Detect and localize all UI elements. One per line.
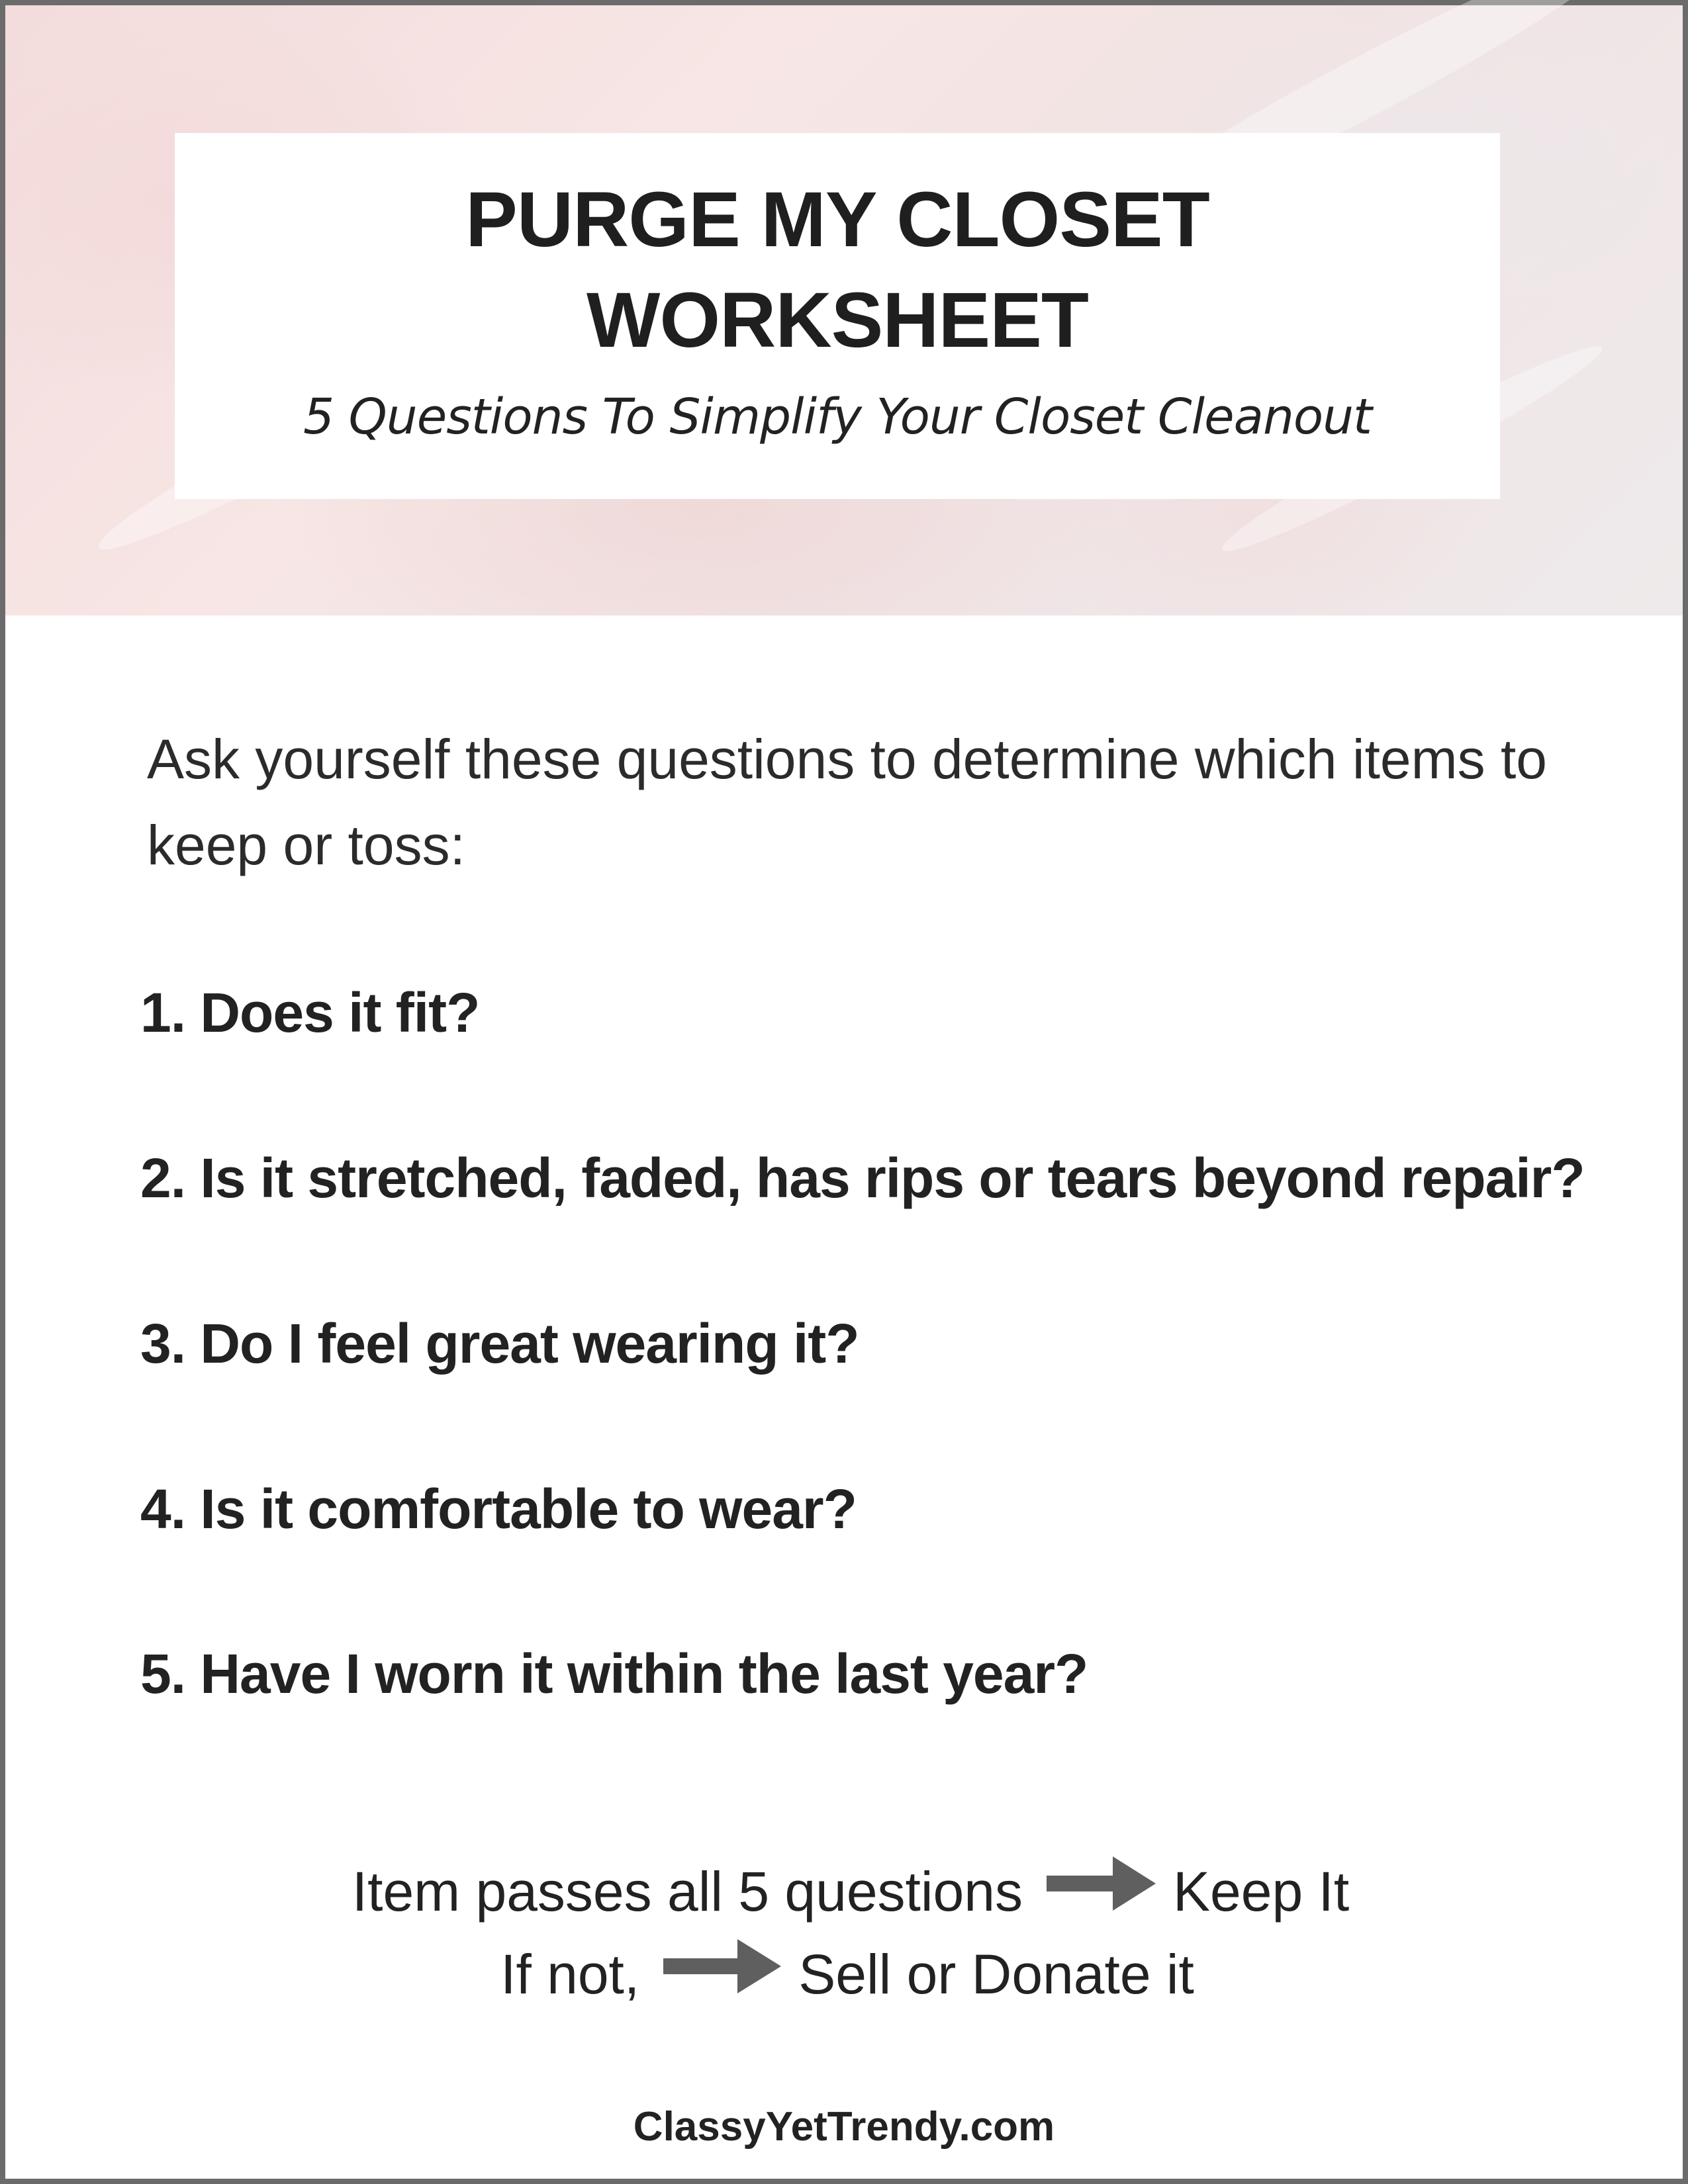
else-action: Sell or Donate it [798, 1943, 1194, 2005]
else-rule [0, 1938, 1688, 2011]
question-4: 4. Is it comfortable to wear? [140, 1478, 857, 1540]
right-arrow-icon [663, 1938, 781, 2011]
question-5: 5. Have I worn it within the last year? [140, 1643, 1088, 1705]
page-title-line-1: PURGE MY CLOSET [465, 176, 1209, 263]
page-title-line-2: WORKSHEET [586, 277, 1088, 364]
keep-rule [0, 1855, 1688, 1928]
question-1: 1. Does it fit? [140, 981, 480, 1044]
footer-site-url: ClassyYetTrendy.com [633, 2104, 1055, 2150]
else-condition: If not, [500, 1943, 640, 2005]
intro-text: Ask yourself these questions to determine which items to keep or toss: [147, 728, 1548, 876]
question-2: 2. Is it stretched, faded, has rips or tears beyond repair? [140, 1147, 1585, 1209]
header-banner [5, 5, 1683, 615]
right-arrow-icon [1047, 1855, 1156, 1928]
keep-condition: Item passes all 5 questions [352, 1860, 1023, 1923]
title-box [175, 133, 1500, 499]
keep-action: Keep It [1173, 1860, 1350, 1923]
page-subtitle: 5 Questions To Simplify Your Closet Cleanout [303, 388, 1372, 445]
question-3: 3. Do I feel great wearing it? [140, 1312, 859, 1375]
